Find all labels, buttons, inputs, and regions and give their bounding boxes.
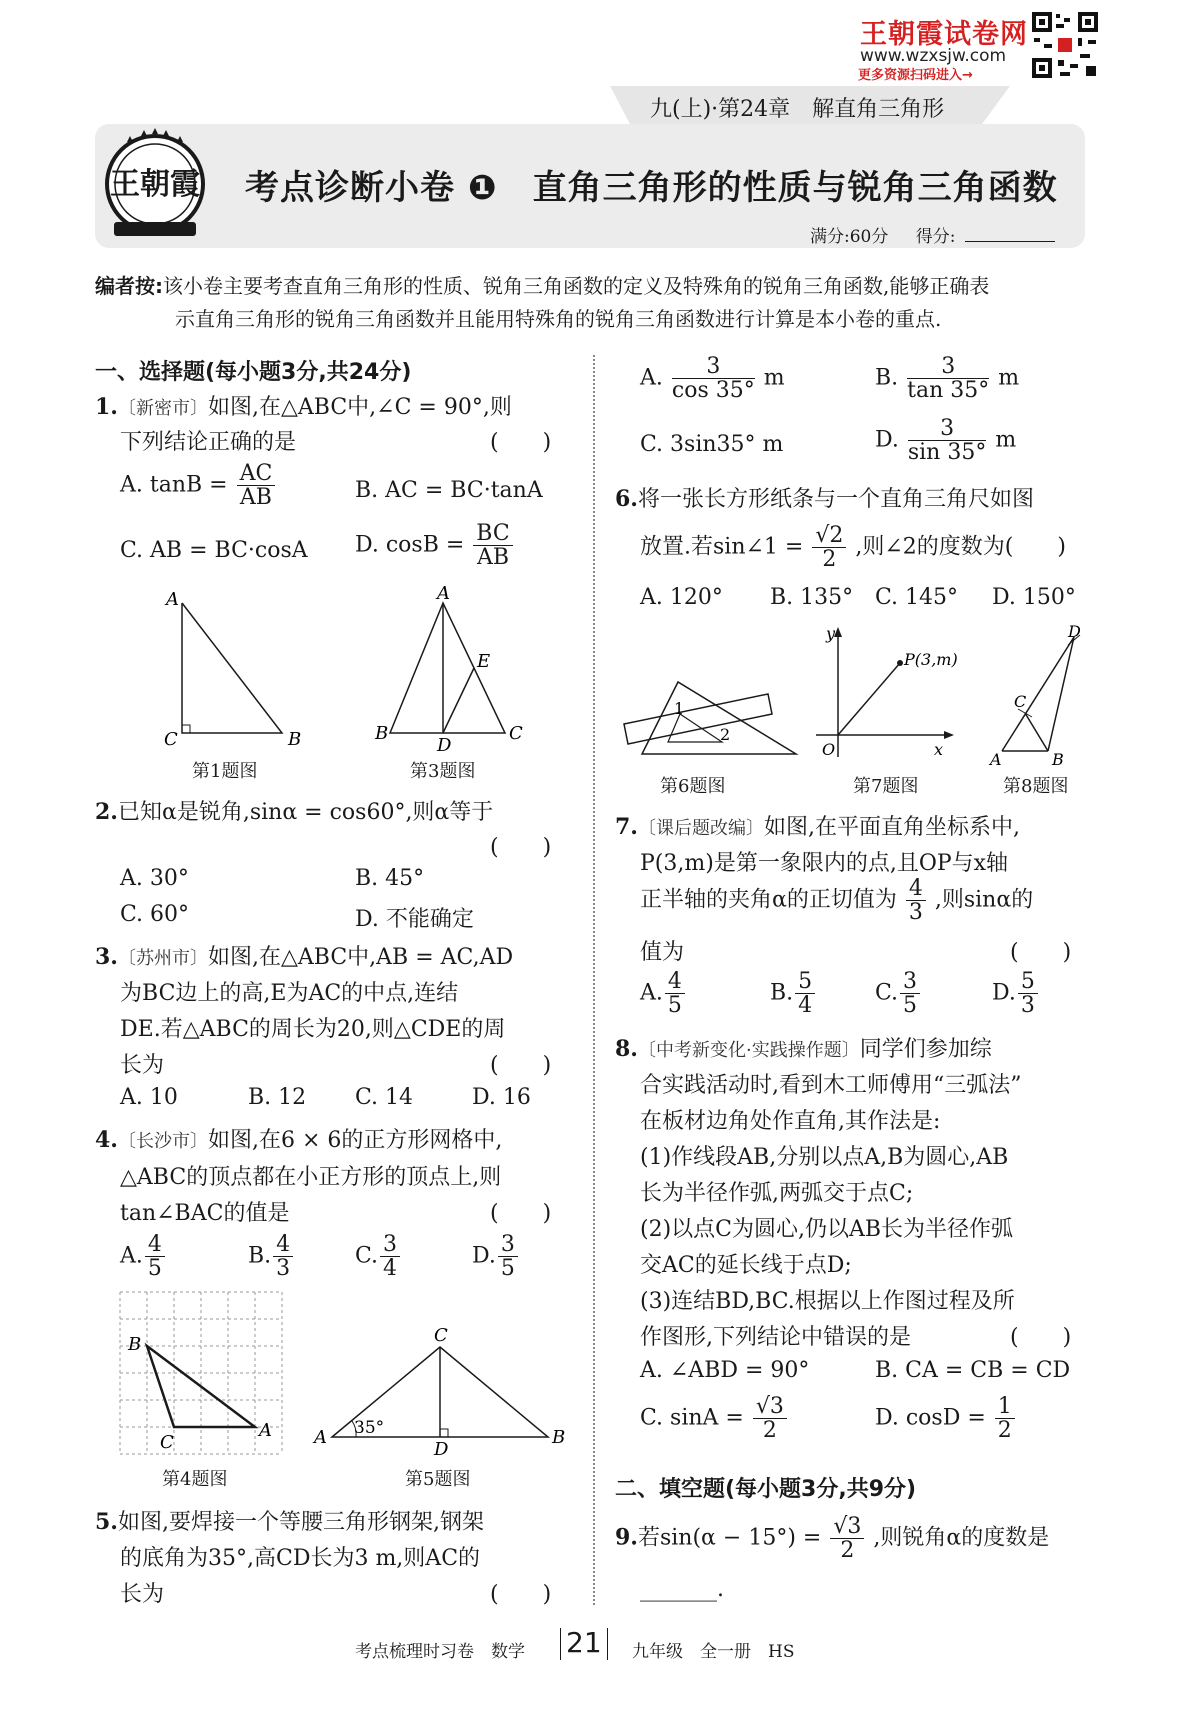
q6-option-b[interactable]: B. 135° bbox=[770, 585, 854, 610]
q7-d-frac bbox=[1018, 970, 1038, 1017]
fig7-label-p: P(3,m) bbox=[904, 650, 958, 669]
fig1-caption: 第1题图 bbox=[192, 761, 258, 782]
q1-line1 bbox=[95, 390, 512, 421]
q1-number: 1. bbox=[95, 394, 118, 420]
q8-answer-paren[interactable]: ( ) bbox=[1010, 1325, 1072, 1350]
q4-option-b[interactable] bbox=[248, 1233, 295, 1280]
q5-number: 5. bbox=[95, 1509, 118, 1535]
q7-d-den: 3 bbox=[1020, 993, 1035, 1019]
q2-option-a[interactable]: A. 30° bbox=[120, 866, 189, 891]
q7-frac-num: 4 bbox=[906, 877, 926, 901]
q7-tag: 〔课后题改编〕 bbox=[637, 818, 764, 839]
q6-text1: 将一张长方形纸条与一个直角三角尺如图 bbox=[637, 487, 1034, 512]
q4-b-num: 4 bbox=[273, 1233, 293, 1257]
fig4-label-a: A bbox=[259, 1420, 272, 1441]
q5-d-label: D. bbox=[875, 427, 899, 453]
q5-option-c[interactable]: C. 3sin35° m bbox=[640, 432, 784, 457]
q7-c-den: 5 bbox=[903, 993, 918, 1019]
q4-d-num: 3 bbox=[498, 1233, 518, 1257]
fig5-label-b: B bbox=[552, 1427, 566, 1448]
q1-option-d[interactable] bbox=[355, 522, 515, 569]
q6-line1 bbox=[615, 482, 1034, 513]
q9-text-post: ,则锐角α的度数是 bbox=[873, 1525, 1050, 1551]
q4-b-label: B. bbox=[248, 1243, 272, 1269]
q8-d-den: 2 bbox=[997, 1418, 1012, 1444]
q4-answer-paren[interactable]: ( ) bbox=[490, 1201, 552, 1226]
q7-frac-den: 3 bbox=[908, 900, 923, 926]
q5-b-den: tan 35° bbox=[907, 378, 990, 404]
q6-frac bbox=[812, 524, 846, 571]
q5-option-a[interactable] bbox=[640, 355, 785, 402]
q4-a-frac bbox=[145, 1233, 165, 1280]
q1-tag: 〔新密市〕 bbox=[117, 398, 208, 419]
svg-text:王朝霞: 王朝霞 bbox=[110, 167, 200, 202]
q4-d-frac bbox=[498, 1233, 518, 1280]
q7-option-b[interactable] bbox=[770, 970, 817, 1017]
q8-line9: 作图形,下列结论中错误的是 bbox=[640, 1325, 911, 1350]
q7-text1: 如图,在平面直角坐标系中, bbox=[763, 815, 1020, 840]
q5-line1 bbox=[95, 1505, 484, 1536]
q7-line3 bbox=[640, 877, 1033, 924]
qr-code-icon[interactable] bbox=[1030, 10, 1100, 80]
q9-frac bbox=[830, 1515, 864, 1562]
q1-line2: 下列结论正确的是 bbox=[120, 430, 297, 455]
q9-frac-num: √3 bbox=[830, 1515, 864, 1539]
q4-option-c[interactable] bbox=[355, 1233, 402, 1280]
q4-a-den: 5 bbox=[147, 1256, 162, 1282]
fig3-label-d: D bbox=[437, 735, 452, 756]
q5-a-unit: m bbox=[763, 365, 785, 391]
fig4-label-c: C bbox=[160, 1432, 174, 1453]
q4-c-den: 4 bbox=[383, 1256, 398, 1282]
q5-option-d[interactable] bbox=[875, 417, 1016, 464]
fig5-label-c: C bbox=[434, 1325, 448, 1346]
q9-number: 9. bbox=[615, 1524, 638, 1551]
q8-option-b[interactable]: B. CA = CB = CD bbox=[875, 1358, 1071, 1383]
q3-option-c[interactable]: C. 14 bbox=[355, 1085, 414, 1110]
q5-b-unit: m bbox=[998, 365, 1020, 391]
q7-option-a[interactable] bbox=[640, 970, 687, 1017]
fig1-label-a: A bbox=[166, 589, 179, 610]
column-divider bbox=[593, 355, 595, 1605]
fig1-label-c: C bbox=[164, 729, 178, 750]
fig8-caption: 第8题图 bbox=[1003, 776, 1069, 797]
fig4-caption: 第4题图 bbox=[162, 1469, 228, 1490]
q7-c-frac bbox=[900, 970, 920, 1017]
q6-frac-num: √2 bbox=[812, 524, 846, 548]
q5-d-frac bbox=[908, 417, 986, 464]
q8-line2: 合实践活动时,看到木工师傅用“三弧法” bbox=[640, 1073, 1022, 1098]
fig5-caption: 第5题图 bbox=[405, 1469, 471, 1490]
q2-line1 bbox=[95, 795, 493, 826]
q5-line2: 的底角为35°,高CD长为3 m,则AC的 bbox=[120, 1546, 481, 1571]
watermark-more[interactable]: 更多资源扫码进入→ bbox=[858, 68, 973, 83]
score-box bbox=[810, 222, 1055, 247]
q5-line3: 长为 bbox=[120, 1582, 165, 1607]
q4-a-label: A. bbox=[120, 1243, 143, 1269]
section2-title: 二、填空题(每小题3分,共9分) bbox=[615, 1477, 917, 1502]
q2-option-b[interactable]: B. 45° bbox=[355, 866, 425, 891]
q7-b-num: 5 bbox=[795, 970, 815, 994]
editor-note-line1: 该小卷主要考查直角三角形的性质、锐角三角函数的定义及特殊角的锐角三角函数,能够正确表 bbox=[163, 274, 990, 298]
fig4-label-b: B bbox=[128, 1334, 142, 1355]
q1-d-num: BC bbox=[473, 522, 512, 546]
q4-option-a[interactable] bbox=[120, 1233, 167, 1280]
figure-8 bbox=[990, 622, 1090, 769]
q1-d-pre: D. cosB = bbox=[355, 532, 465, 558]
q1-option-c[interactable] bbox=[120, 522, 308, 563]
q4-text1: 如图,在6 × 6的正方形网格中, bbox=[207, 1128, 503, 1153]
q8-option-c[interactable] bbox=[640, 1395, 789, 1442]
q8-option-d[interactable] bbox=[875, 1395, 1017, 1442]
q5-a-frac bbox=[672, 355, 755, 402]
figure-6 bbox=[620, 672, 800, 762]
q7-number: 7. bbox=[615, 814, 638, 840]
q5-d-den: sin 35° bbox=[907, 440, 987, 466]
q5-b-num: 3 bbox=[907, 355, 989, 379]
editor-note-label: 编者按: bbox=[95, 274, 163, 298]
q6-option-d[interactable]: D. 150° bbox=[992, 585, 1076, 610]
q4-line1 bbox=[95, 1123, 502, 1154]
q4-b-frac bbox=[273, 1233, 293, 1280]
q9-text-pre: 若sin(α − 15°) = bbox=[637, 1525, 822, 1551]
q5-a-den: cos 35° bbox=[671, 378, 755, 404]
q9-frac-den: 2 bbox=[840, 1538, 855, 1564]
q1-a-pre: A. tanB = bbox=[120, 472, 228, 498]
q8-option-a[interactable]: A. ∠ABD = 90° bbox=[640, 1358, 810, 1383]
watermark-title: 王朝霞试卷网 bbox=[860, 19, 1028, 50]
q6-number: 6. bbox=[615, 486, 638, 512]
q6-text2-pre: 放置.若sin∠1 = bbox=[640, 534, 804, 560]
fig3-caption: 第3题图 bbox=[410, 761, 476, 782]
q8-c-den: 2 bbox=[762, 1418, 777, 1444]
q5-b-frac bbox=[907, 355, 989, 402]
fig5-label-a: A bbox=[314, 1427, 327, 1448]
q3-text1: 如图,在△ABC中,AB = AC,AD bbox=[207, 945, 514, 970]
chapter-label: 九(上)·第24章 解直角三角形 bbox=[650, 97, 945, 122]
q7-text3-post: ,则sinα的 bbox=[934, 887, 1034, 913]
q2-option-c[interactable]: C. 60° bbox=[120, 902, 190, 927]
q4-option-d[interactable] bbox=[472, 1233, 520, 1280]
q1-answer-paren[interactable]: ( ) bbox=[490, 430, 552, 455]
q5-d-unit: m bbox=[995, 427, 1017, 453]
footer-right: 九年级 全一册 HS bbox=[632, 1642, 795, 1662]
q4-d-den: 5 bbox=[500, 1256, 515, 1282]
q6-option-a[interactable]: A. 120° bbox=[640, 585, 723, 610]
q3-number: 3. bbox=[95, 944, 118, 970]
q6-frac-den: 2 bbox=[822, 547, 837, 573]
fig8-label-b: B bbox=[1052, 750, 1064, 769]
q1-a-num: AC bbox=[237, 462, 276, 486]
q5-d-num: 3 bbox=[908, 417, 986, 441]
fig5-label-d: D bbox=[434, 1439, 449, 1460]
q4-c-label: C. bbox=[355, 1243, 379, 1269]
q4-c-num: 3 bbox=[380, 1233, 400, 1257]
q4-b-den: 3 bbox=[276, 1256, 291, 1282]
fig1-label-b: B bbox=[288, 729, 302, 750]
q8-number: 8. bbox=[615, 1036, 638, 1062]
fig3-label-e: E bbox=[477, 651, 491, 672]
q5-a-num: 3 bbox=[672, 355, 755, 379]
q7-c-num: 3 bbox=[900, 970, 920, 994]
q9-line1 bbox=[615, 1515, 1049, 1562]
q7-b-label: B. bbox=[770, 980, 794, 1006]
figure-5 bbox=[310, 1325, 566, 1460]
fig5-angle-35: 35° bbox=[354, 1418, 385, 1438]
q7-b-frac bbox=[795, 970, 815, 1017]
q4-d-label: D. bbox=[472, 1243, 496, 1269]
q5-option-b[interactable] bbox=[875, 355, 1019, 402]
q8-line3: 在板材边角处作直角,其作法是: bbox=[640, 1109, 941, 1134]
q1-d-den: AB bbox=[476, 545, 510, 571]
q7-a-num: 4 bbox=[665, 970, 685, 994]
q8-c-frac bbox=[753, 1395, 787, 1442]
fig7-label-x: x bbox=[934, 740, 944, 759]
q2-text1: 已知α是锐角,sinα = cos60°,则α等于 bbox=[117, 800, 494, 825]
figure-1 bbox=[150, 585, 320, 750]
q7-a-den: 5 bbox=[667, 993, 682, 1019]
q1-text1: 如图,在△ABC中,∠C = 90°,则 bbox=[207, 395, 512, 420]
q1-a-frac bbox=[237, 462, 276, 509]
figure-7 bbox=[808, 625, 958, 765]
q6-text2-post: ,则∠2的度数为( ) bbox=[855, 534, 1066, 560]
q3-option-b[interactable]: B. 12 bbox=[248, 1085, 307, 1110]
fig3-label-c: C bbox=[509, 723, 523, 744]
q1-option-b[interactable]: B. AC = BC·tanA bbox=[355, 478, 543, 503]
q8-c-num: √3 bbox=[753, 1395, 787, 1419]
q8-line1 bbox=[615, 1032, 992, 1063]
q6-line2 bbox=[640, 524, 1066, 571]
q8-line6: (2)以点C为圆心,仍以AB长为半径作弧 bbox=[640, 1217, 1014, 1242]
q4-a-num: 4 bbox=[145, 1233, 165, 1257]
q7-option-c[interactable] bbox=[875, 970, 922, 1017]
q2-option-d[interactable]: D. 不能确定 bbox=[355, 907, 474, 932]
q2-number: 2. bbox=[95, 799, 118, 825]
fig8-label-a: A bbox=[990, 750, 1002, 769]
q3-tag: 〔苏州市〕 bbox=[117, 948, 208, 969]
full-score: 满分:60分 bbox=[810, 227, 889, 247]
q8-d-num: 1 bbox=[995, 1395, 1015, 1419]
q7-line1 bbox=[615, 810, 1020, 841]
q7-frac bbox=[906, 877, 926, 924]
q3-line2: 为BC边上的高,E为AC的中点,连结 bbox=[120, 981, 459, 1006]
score-label: 得分: bbox=[915, 227, 956, 247]
q8-text1: 同学们参加综 bbox=[859, 1037, 992, 1062]
fig6-angle-1: 1 bbox=[674, 699, 685, 718]
fig8-label-d: D bbox=[1068, 622, 1081, 641]
fig3-label-a: A bbox=[437, 583, 450, 604]
q8-d-frac bbox=[995, 1395, 1015, 1442]
q4-line2: △ABC的顶点都在小正方形的顶点上,则 bbox=[120, 1165, 502, 1190]
fig8-label-c: C bbox=[1014, 692, 1027, 711]
fig7-label-y: y bbox=[826, 624, 836, 643]
q8-d-pre: D. cosD = bbox=[875, 1405, 986, 1431]
q9-answer-blank[interactable]: _______. bbox=[640, 1577, 724, 1602]
q7-a-frac bbox=[665, 970, 685, 1017]
q2-answer-paren[interactable]: ( ) bbox=[490, 835, 552, 860]
q7-answer-paren[interactable]: ( ) bbox=[1010, 940, 1072, 965]
q8-line5: 长为半径作弧,两弧交于点C; bbox=[640, 1181, 914, 1206]
q3-line4: 长为 bbox=[120, 1053, 165, 1078]
q8-line7: 交AC的延长线于点D; bbox=[640, 1253, 852, 1278]
q6-option-c[interactable]: C. 145° bbox=[875, 585, 959, 610]
fig6-caption: 第6题图 bbox=[660, 776, 726, 797]
q4-number: 4. bbox=[95, 1127, 118, 1153]
q7-b-den: 4 bbox=[798, 993, 813, 1019]
q3-line3: DE.若△ABC的周长为20,则△CDE的周 bbox=[120, 1017, 506, 1042]
page-number: 21 bbox=[566, 1626, 602, 1659]
q7-option-d[interactable] bbox=[992, 970, 1040, 1017]
fig6-angle-2: 2 bbox=[720, 725, 731, 744]
q3-answer-paren[interactable]: ( ) bbox=[490, 1053, 552, 1078]
q7-c-label: C. bbox=[875, 980, 899, 1006]
q5-a-label: A. bbox=[640, 365, 663, 391]
editor-note bbox=[95, 270, 1090, 336]
section1-title: 一、选择题(每小题3分,共24分) bbox=[95, 360, 412, 385]
q5-b-label: B. bbox=[875, 365, 899, 391]
page-title: 考点诊断小卷 ❶ 直角三角形的性质与锐角三角函数 bbox=[245, 168, 1058, 208]
q3-option-d[interactable]: D. 16 bbox=[472, 1085, 531, 1110]
q7-a-label: A. bbox=[640, 980, 663, 1006]
q7-line4: 值为 bbox=[640, 940, 685, 965]
figure-3 bbox=[365, 583, 535, 756]
fig7-label-o: O bbox=[822, 740, 836, 759]
q3-line1 bbox=[95, 940, 513, 971]
q1-a-den: AB bbox=[239, 485, 272, 511]
q7-d-num: 5 bbox=[1018, 970, 1038, 994]
footer-left: 考点梳理时习卷 数学 bbox=[355, 1642, 525, 1662]
watermark-url[interactable]: www.wzxsjw.com bbox=[860, 46, 1007, 66]
figure-4 bbox=[118, 1290, 288, 1462]
q1-c-text: C. AB = BC·cosA bbox=[120, 538, 308, 563]
q8-line8: (3)连结BD,BC.根据以上作图过程及所 bbox=[640, 1289, 1015, 1314]
score-blank[interactable] bbox=[965, 241, 1055, 242]
q1-option-a[interactable] bbox=[120, 462, 277, 509]
q5-text1: 如图,要焊接一个等腰三角形钢架,钢架 bbox=[117, 1510, 484, 1535]
fig7-caption: 第7题图 bbox=[853, 776, 919, 797]
q7-line2: P(3,m)是第一象限内的点,且OP与x轴 bbox=[640, 851, 1009, 876]
q8-tag: 〔中考新变化·实践操作题〕 bbox=[637, 1040, 860, 1061]
q1-d-frac bbox=[473, 522, 512, 569]
q7-text3-pre: 正半轴的夹角α的正切值为 bbox=[640, 887, 897, 913]
q7-d-label: D. bbox=[992, 980, 1016, 1006]
q4-c-frac bbox=[380, 1233, 400, 1280]
q8-c-pre: C. sinA = bbox=[640, 1405, 744, 1431]
q3-option-a[interactable]: A. 10 bbox=[120, 1085, 178, 1110]
fig3-label-b: B bbox=[375, 723, 389, 744]
q5-answer-paren[interactable]: ( ) bbox=[490, 1582, 552, 1607]
q8-line4: (1)作线段AB,分别以点A,B为圆心,AB bbox=[640, 1145, 1009, 1170]
author-seal-icon bbox=[100, 122, 210, 247]
editor-note-line2: 示直角三角形的锐角三角函数并且能用特殊角的锐角三角函数进行计算是本小卷的重点. bbox=[175, 307, 942, 331]
q4-tag: 〔长沙市〕 bbox=[117, 1131, 208, 1152]
q4-line3: tan∠BAC的值是 bbox=[120, 1201, 290, 1226]
